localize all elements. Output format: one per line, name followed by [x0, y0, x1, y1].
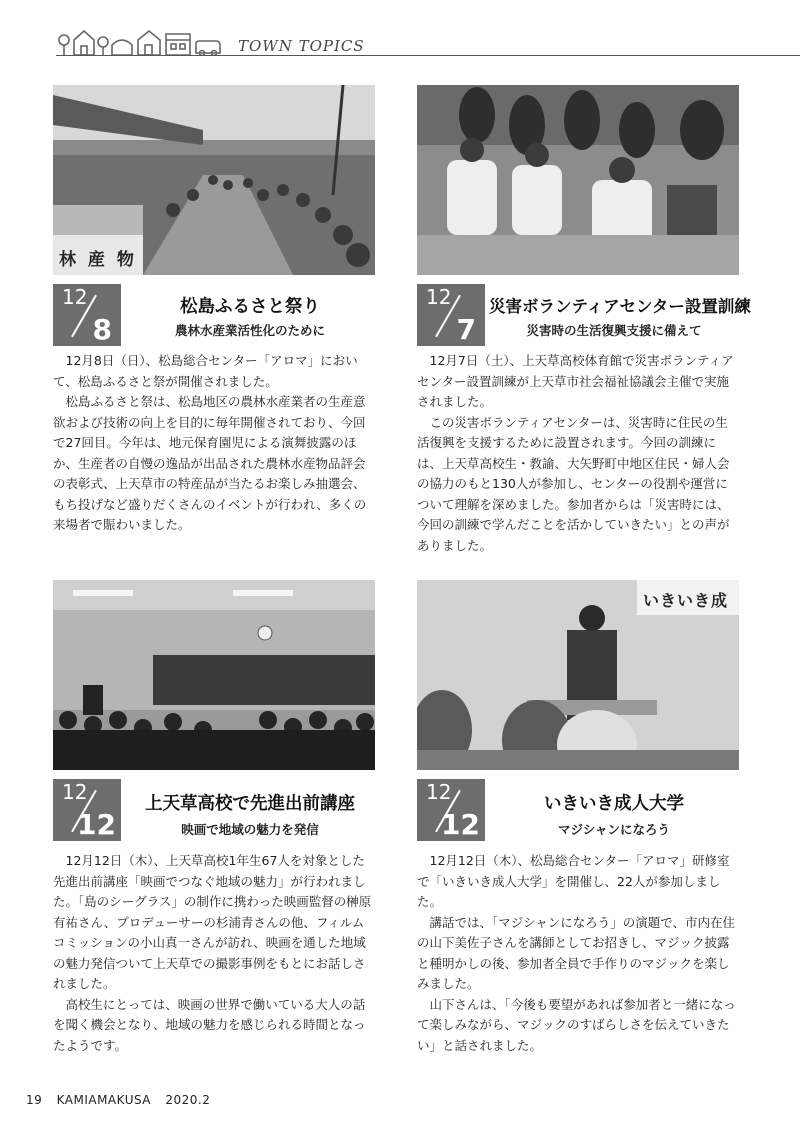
film-lecture-photo	[53, 580, 375, 770]
article-body	[417, 351, 739, 556]
body-paragraph: 高校生にとっては、映画の世界で働いている大人の話を聞く機会となり、地域の魅力を感じられる時間となったようです。	[53, 996, 366, 1053]
body-paragraph: 12月8日（日）、松島総合センター「アロマ」において、松島ふるさと祭が開催されました。	[53, 353, 358, 389]
lecture-banner-text: いきいき成	[643, 591, 729, 610]
page-footer	[26, 1093, 220, 1107]
header-rule	[56, 55, 800, 56]
article-subtitle: 映画で地域の魅力を発信	[181, 822, 319, 837]
body-paragraph: 12月12日（木）、松島総合センター「アロマ」研修室で「いきいき成人大学」を開催し、22人が参加しました。	[417, 853, 730, 909]
page-number: 19	[26, 1093, 43, 1107]
article-subtitle: 農林水産業活性化のために	[174, 323, 325, 338]
body-paragraph: 12月12日（木）、上天草高校1年生67人を対象とした先進出前講座「映画でつなぐ地域の魅力」が行われました。「島のシーグラス」の制作に携わった映画監督の榊原有祐さん、プロデューサーの杉浦青さんの他、フィルムコミッションの小山真一さんが訪れ、映画を通した地域の魅力発信ついて上天草での撮影事例をもとにお話しされました。	[53, 853, 372, 991]
date-day: 8	[92, 313, 112, 346]
festival-sign-text: 林 産 物	[59, 250, 137, 270]
article-title: いきいき成人大学	[544, 794, 684, 814]
date-day: 12	[441, 808, 480, 841]
article-title: 災害ボランティアセンター設置訓練	[489, 297, 751, 316]
date-badge	[53, 284, 121, 346]
body-paragraph: 講話では、「マジシャンになろう」の演題で、市内在住の山下美佐子さんを講師としてお招きし、マジック披露と種明かしの後、参加者全員で手作りのマジックを楽しみました。	[417, 914, 735, 991]
body-paragraph: この災害ボランティアセンターは、災害時に住民の生活復興を支援するために設置されます。今回の訓練には、上天草高校生・教諭、大矢野町中地区住民・婦人会の協力のもと130人が参加し、センターの役割や運営について理解を深めました。参加者からは「災害時には、今回の訓練で学んだことを活かしていきたい」との声がありました。	[417, 414, 730, 553]
page-header	[0, 0, 800, 62]
article-disaster-volunteer-training	[417, 85, 751, 560]
body-paragraph: 12月7日（土）、上天草高校体育館で災害ボランティアセンター設置訓練が上天草市社会福祉協議会主催で実施されました。	[417, 353, 734, 409]
festival-photo	[53, 85, 375, 275]
article-body	[417, 851, 739, 1056]
date-badge	[53, 779, 121, 841]
date-badge	[417, 779, 485, 841]
date-day: 7	[456, 313, 476, 346]
article-film-lecture	[53, 580, 375, 1060]
date-month: 12	[426, 285, 452, 309]
date-month: 12	[62, 780, 88, 804]
article-title: 松島ふるさと祭り	[180, 297, 320, 317]
publication-name: KAMIAMAKUSA	[56, 1093, 152, 1107]
article-subtitle: 災害時の生活復興支援に備えて	[526, 323, 702, 338]
article-matsushima-festival	[53, 85, 375, 560]
body-paragraph: 山下さんは、「今後も要望があれば参加者と一緒になって楽しみながら、マジックのすばらしさを伝えていきたい」と話されました。	[417, 996, 736, 1053]
volunteer-training-photo	[417, 85, 739, 275]
article-subtitle: マジシャンになろう	[558, 822, 670, 837]
article-adult-university	[417, 580, 739, 1060]
article-title: 上天草高校で先進出前講座	[145, 794, 355, 814]
town-houses-icon	[56, 26, 226, 56]
date-badge	[417, 284, 485, 346]
date-month: 12	[62, 285, 88, 309]
body-paragraph: 松島ふるさと祭は、松島地区の農林水産業者の生産意欲および技術の向上を目的に毎年開催されており、今回で27回目。今年は、地元保育園児による演舞披露のほか、生産者の自慢の逸品が出品された農林水産物品評会の表彰式、上天草市の特産品が当たるお楽しみ抽選会、もち投げなど盛りだくさんのイベントが行われ、多くの来場者で賑わいました。	[53, 394, 367, 532]
article-body	[53, 851, 375, 1056]
adult-university-photo	[417, 580, 739, 770]
date-month: 12	[426, 780, 452, 804]
issue-date: 2020.2	[165, 1093, 211, 1107]
section-title: TOWN TOPICS	[238, 37, 365, 55]
date-day: 12	[77, 808, 116, 841]
article-body	[53, 351, 375, 536]
